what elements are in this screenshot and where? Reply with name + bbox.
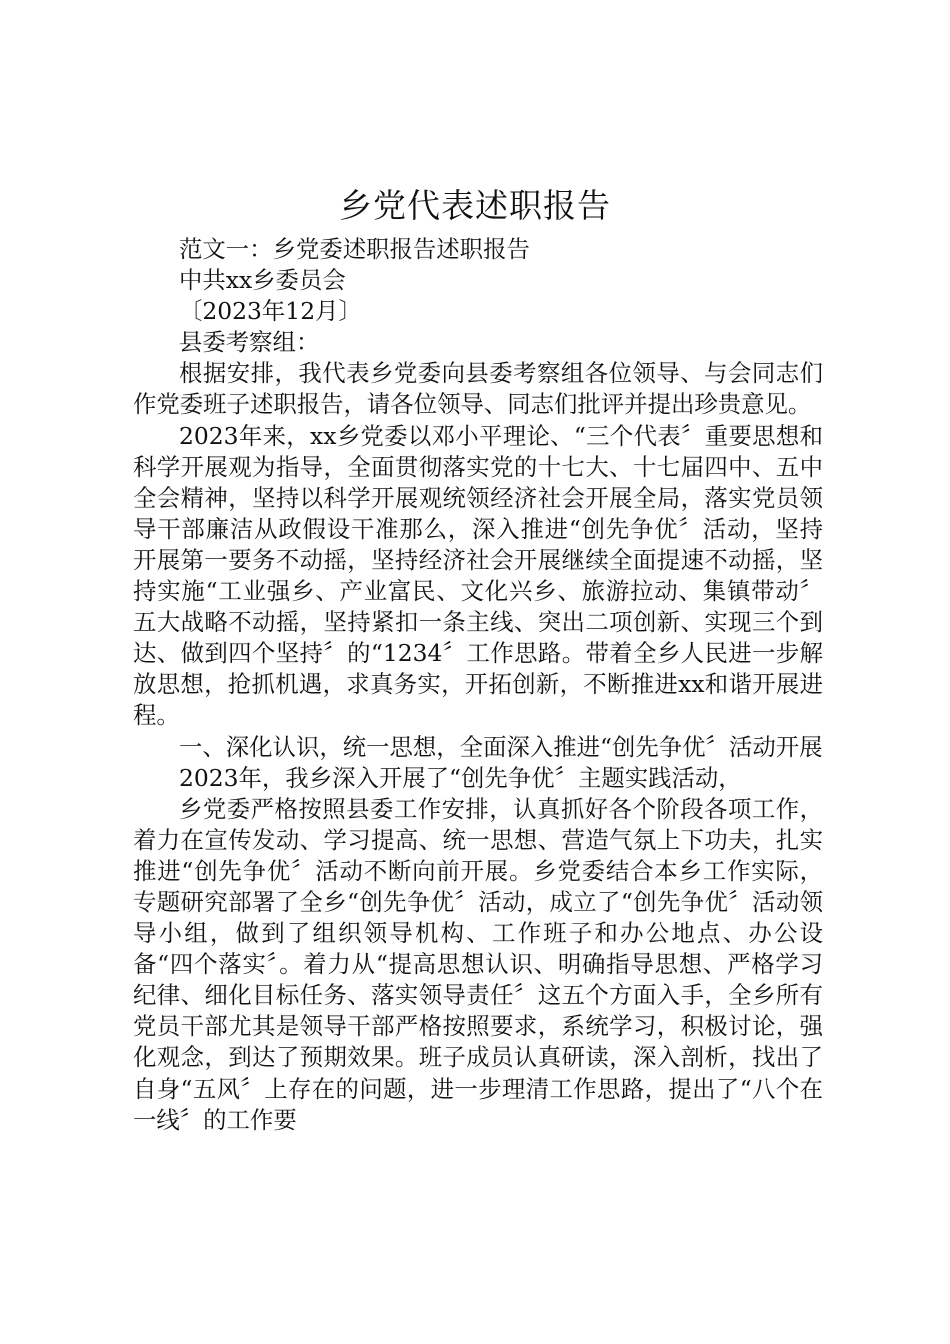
paragraph-section-lead: 2023年，我乡深入开展了“创先争优〞主题实践活动，	[179, 763, 742, 792]
paragraph-date: 〔2023年12月〕	[179, 297, 362, 326]
paragraph-section-body: 乡党委严格按照县委工作安排，认真抓好各个阶段各项工作，着力在宣传发动、学习提高、统一思想、营造气氛上下功夫，扎实推进“创先争优〞活动不断向前开展。乡党委结合本乡工作实际，专题研究部署了全乡“创先争优〞活动，成立了“创先争优〞活动领导小组，做到了组织领导机构、工作班子和办公地点、办公设备“四个落实〞。着力从“提高思想认识、明确指导思想、严格学习纪律、细化目标任务、落实领导责任〞这五个方面入手，全乡所有党员干部尤其是领导干部严格按照要求，系统学习，积极讨论，强化观念，到达了预期效果。班子成员认真研读，深入剖析，找出了自身“五风〞上存在的问题，进一步理清工作思路，提出了“八个在一线〞的工作要	[133, 794, 823, 1134]
paragraph-heading-sample: 范文一：乡党委述职报告述职报告	[179, 235, 530, 263]
document-body	[133, 234, 823, 1136]
paragraph-organization: 中共xx乡委员会	[179, 266, 346, 295]
paragraph-overview: 2023年来，xx乡党委以邓小平理论、“三个代表〞重要思想和科学开展观为指导，全面贯彻落实党的十七大、十七届四中、五中全会精神，坚持以科学开展观统领经济社会开展全局，落实党员领导干部廉洁从政假设干准那么，深入推进“创先争优〞活动，坚持开展第一要务不动摇，坚持经济社会开展继续全面提速不动摇，坚持实施“工业强乡、产业富民、文化兴乡、旅游拉动、集镇带动〞五大战略不动摇，坚持紧扣一条主线、突出二项创新、实现三个到达、做到四个坚持〞的“1234〞工作思路。带着全乡人民进一步解放思想，抢抓机遇，求真务实，开拓创新，不断推进xx和谐开展进程。	[133, 421, 823, 730]
paragraph-intro: 根据安排，我代表乡党委向县委考察组各位领导、与会同志们作党委班子述职报告，请各位领导、同志们批评并提出珍贵意见。	[133, 359, 823, 419]
document-title: 乡党代表述职报告	[339, 186, 611, 225]
paragraph-salutation: 县委考察组：	[179, 328, 320, 357]
paragraph-section-heading: 一、深化认识，统一思想，全面深入推进“创先争优〞活动开展	[179, 732, 823, 761]
